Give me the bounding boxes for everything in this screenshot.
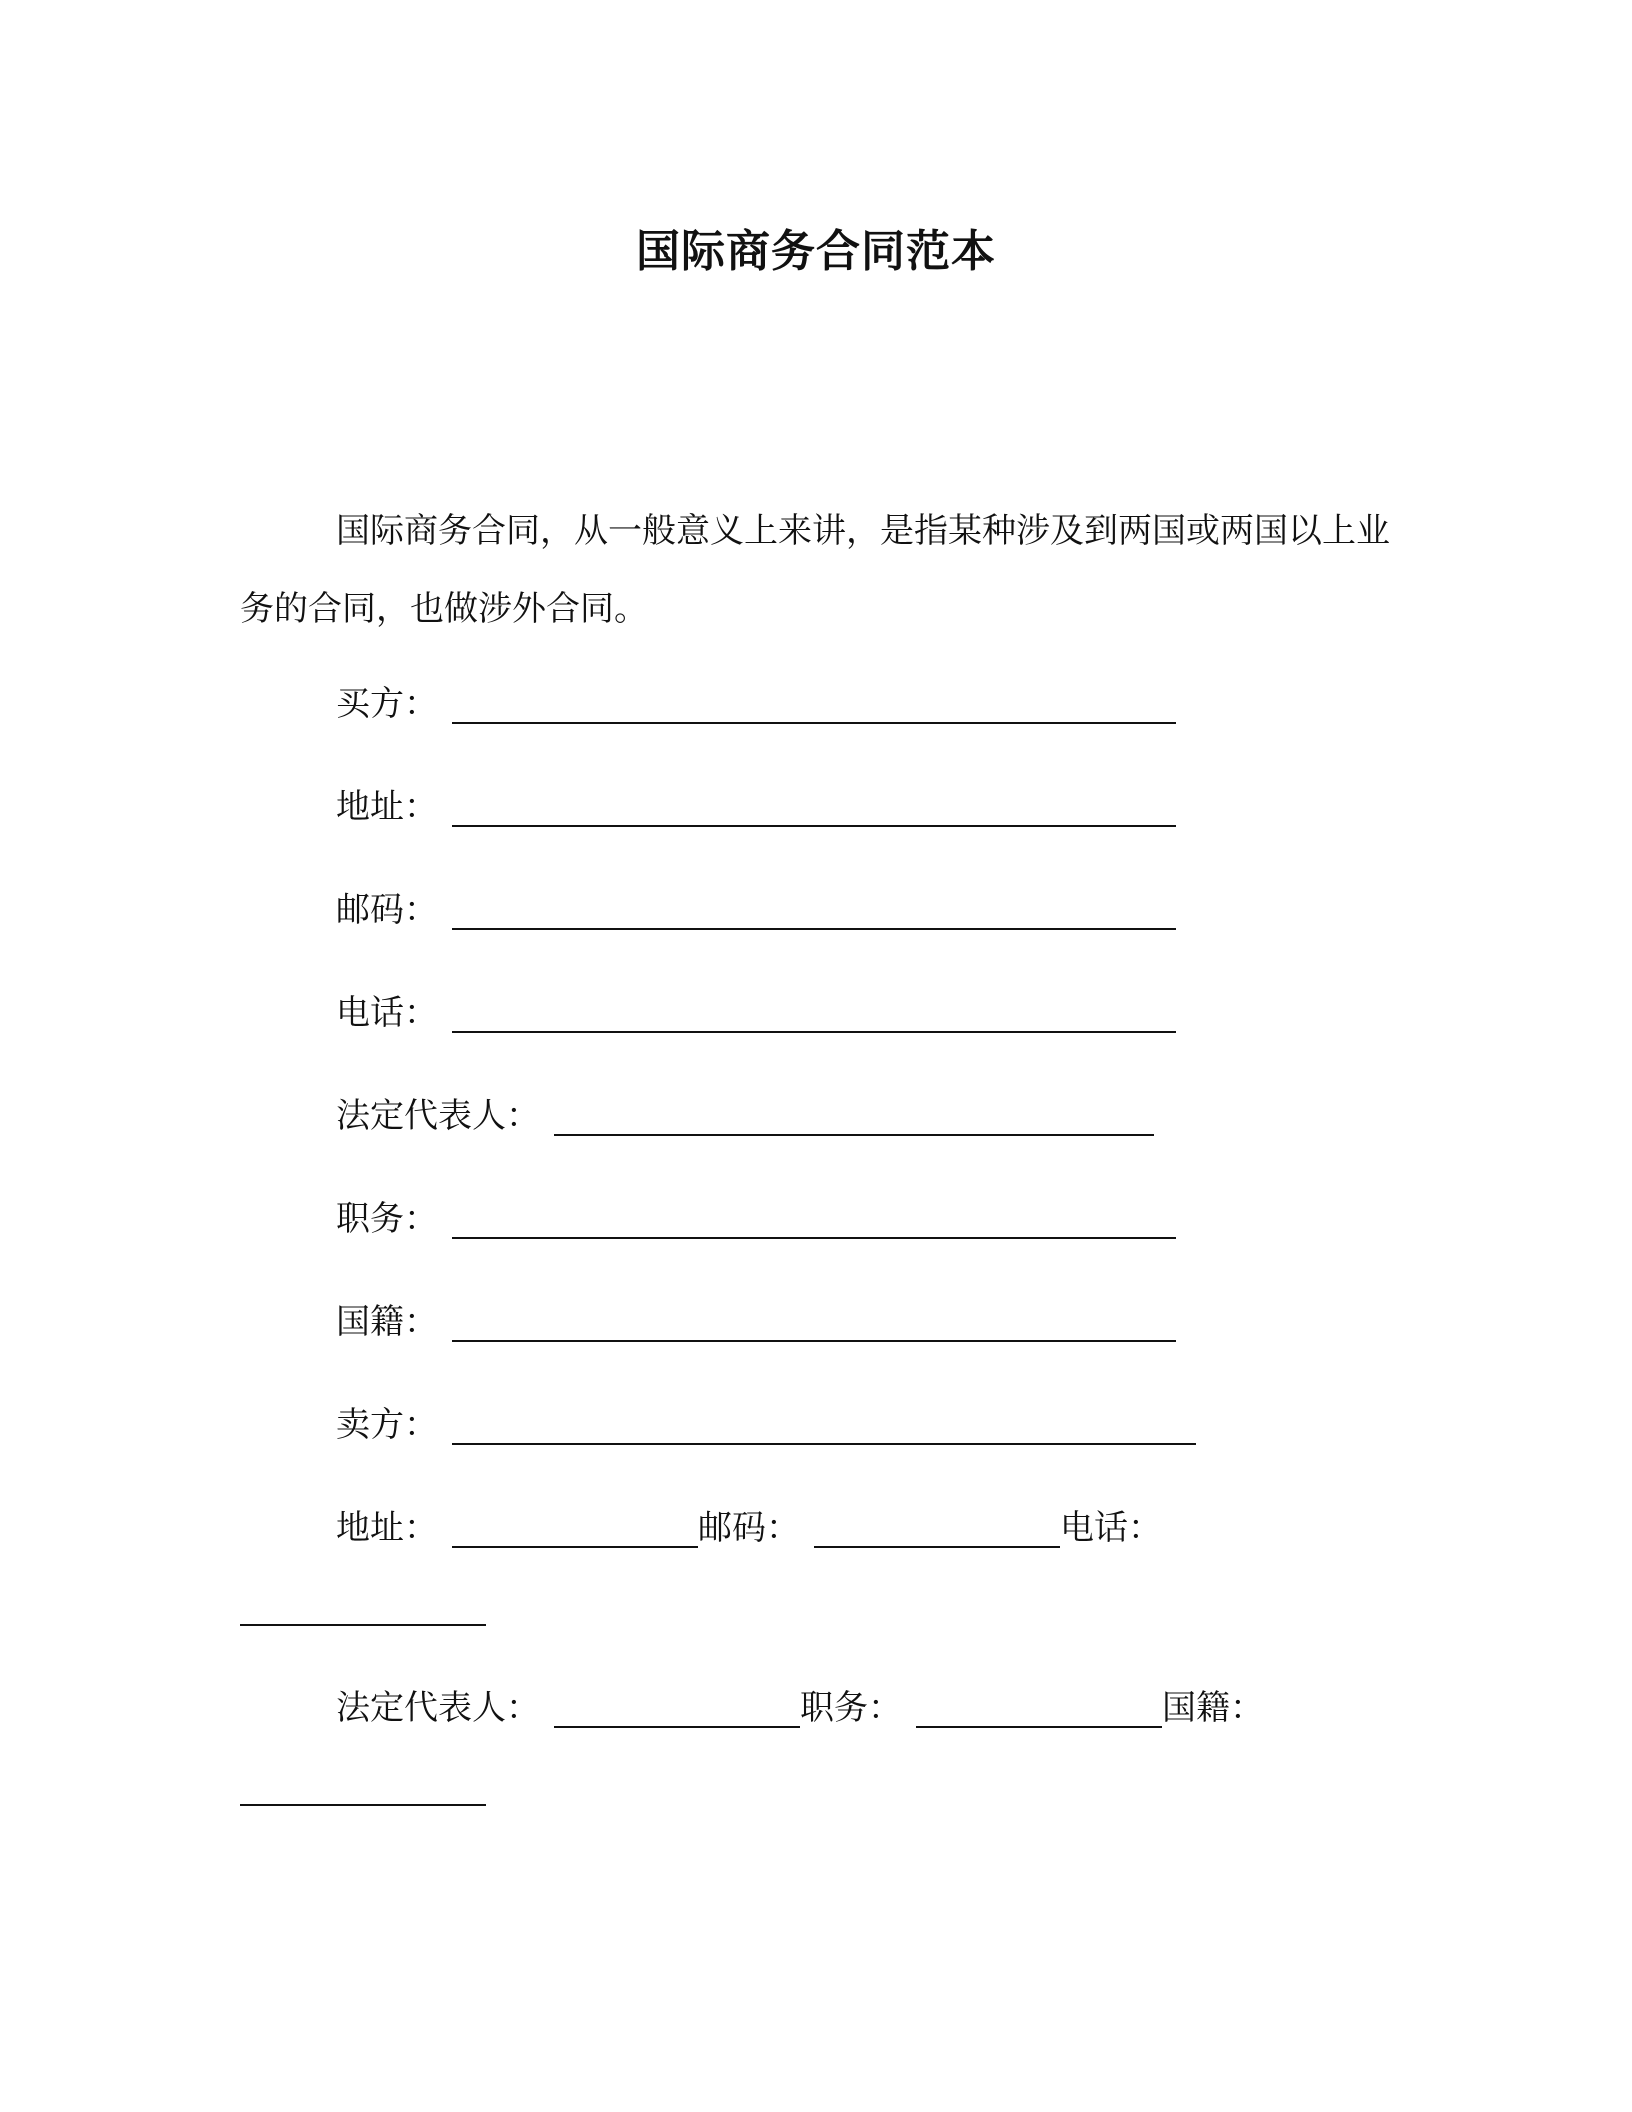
buyer-position-blank[interactable]: [452, 1207, 1176, 1239]
buyer-phone-blank[interactable]: [452, 1001, 1176, 1033]
seller-legal-rep-blank[interactable]: [554, 1696, 800, 1728]
seller-phone-blank[interactable]: [240, 1594, 486, 1626]
seller-legal-rep-label: 法定代表人：: [336, 1688, 540, 1728]
seller-nationality-blank[interactable]: [240, 1774, 486, 1806]
seller-postcode-blank[interactable]: [814, 1516, 1060, 1548]
seller-postcode-label: 邮码：: [698, 1508, 800, 1548]
seller-label: 卖方：: [336, 1405, 438, 1445]
seller-position-blank[interactable]: [916, 1696, 1162, 1728]
seller-address-label: 地址：: [336, 1508, 438, 1548]
buyer-legal-rep-row: [336, 1092, 1154, 1140]
seller-contact-row: [336, 1504, 1162, 1552]
buyer-position-row: [336, 1195, 1176, 1243]
buyer-postcode-blank[interactable]: [452, 898, 1176, 930]
seller-rep-row: [336, 1684, 1264, 1732]
seller-phone-continuation-row: [240, 1594, 486, 1630]
buyer-nationality-row: [336, 1298, 1176, 1346]
seller-address-blank[interactable]: [452, 1516, 698, 1548]
seller-phone-label: 电话：: [1060, 1508, 1162, 1548]
buyer-position-label: 职务：: [336, 1199, 438, 1239]
buyer-label: 买方：: [336, 684, 438, 724]
buyer-row: [336, 680, 1176, 728]
buyer-nationality-blank[interactable]: [452, 1310, 1176, 1342]
seller-position-label: 职务：: [800, 1688, 902, 1728]
buyer-nationality-label: 国籍：: [336, 1302, 438, 1342]
buyer-address-row: [336, 783, 1176, 831]
buyer-phone-row: [336, 989, 1176, 1037]
seller-blank[interactable]: [452, 1413, 1196, 1445]
intro-paragraph: 国际商务合同，从一般意义上来讲，是指某种涉及到两国或两国以上业务的合同，也做涉外合同。: [240, 511, 1390, 629]
page-title: 国际商务合同范本: [636, 226, 996, 277]
buyer-blank[interactable]: [452, 692, 1176, 724]
seller-nationality-label: 国籍：: [1162, 1688, 1264, 1728]
buyer-legal-rep-blank[interactable]: [554, 1104, 1154, 1136]
buyer-address-label: 地址：: [336, 787, 438, 827]
buyer-address-blank[interactable]: [452, 795, 1176, 827]
buyer-legal-rep-label: 法定代表人：: [336, 1096, 540, 1136]
seller-row: [336, 1401, 1196, 1449]
buyer-phone-label: 电话：: [336, 993, 438, 1033]
buyer-postcode-row: [336, 886, 1176, 934]
buyer-postcode-label: 邮码：: [336, 890, 438, 930]
seller-nationality-continuation-row: [240, 1774, 486, 1810]
